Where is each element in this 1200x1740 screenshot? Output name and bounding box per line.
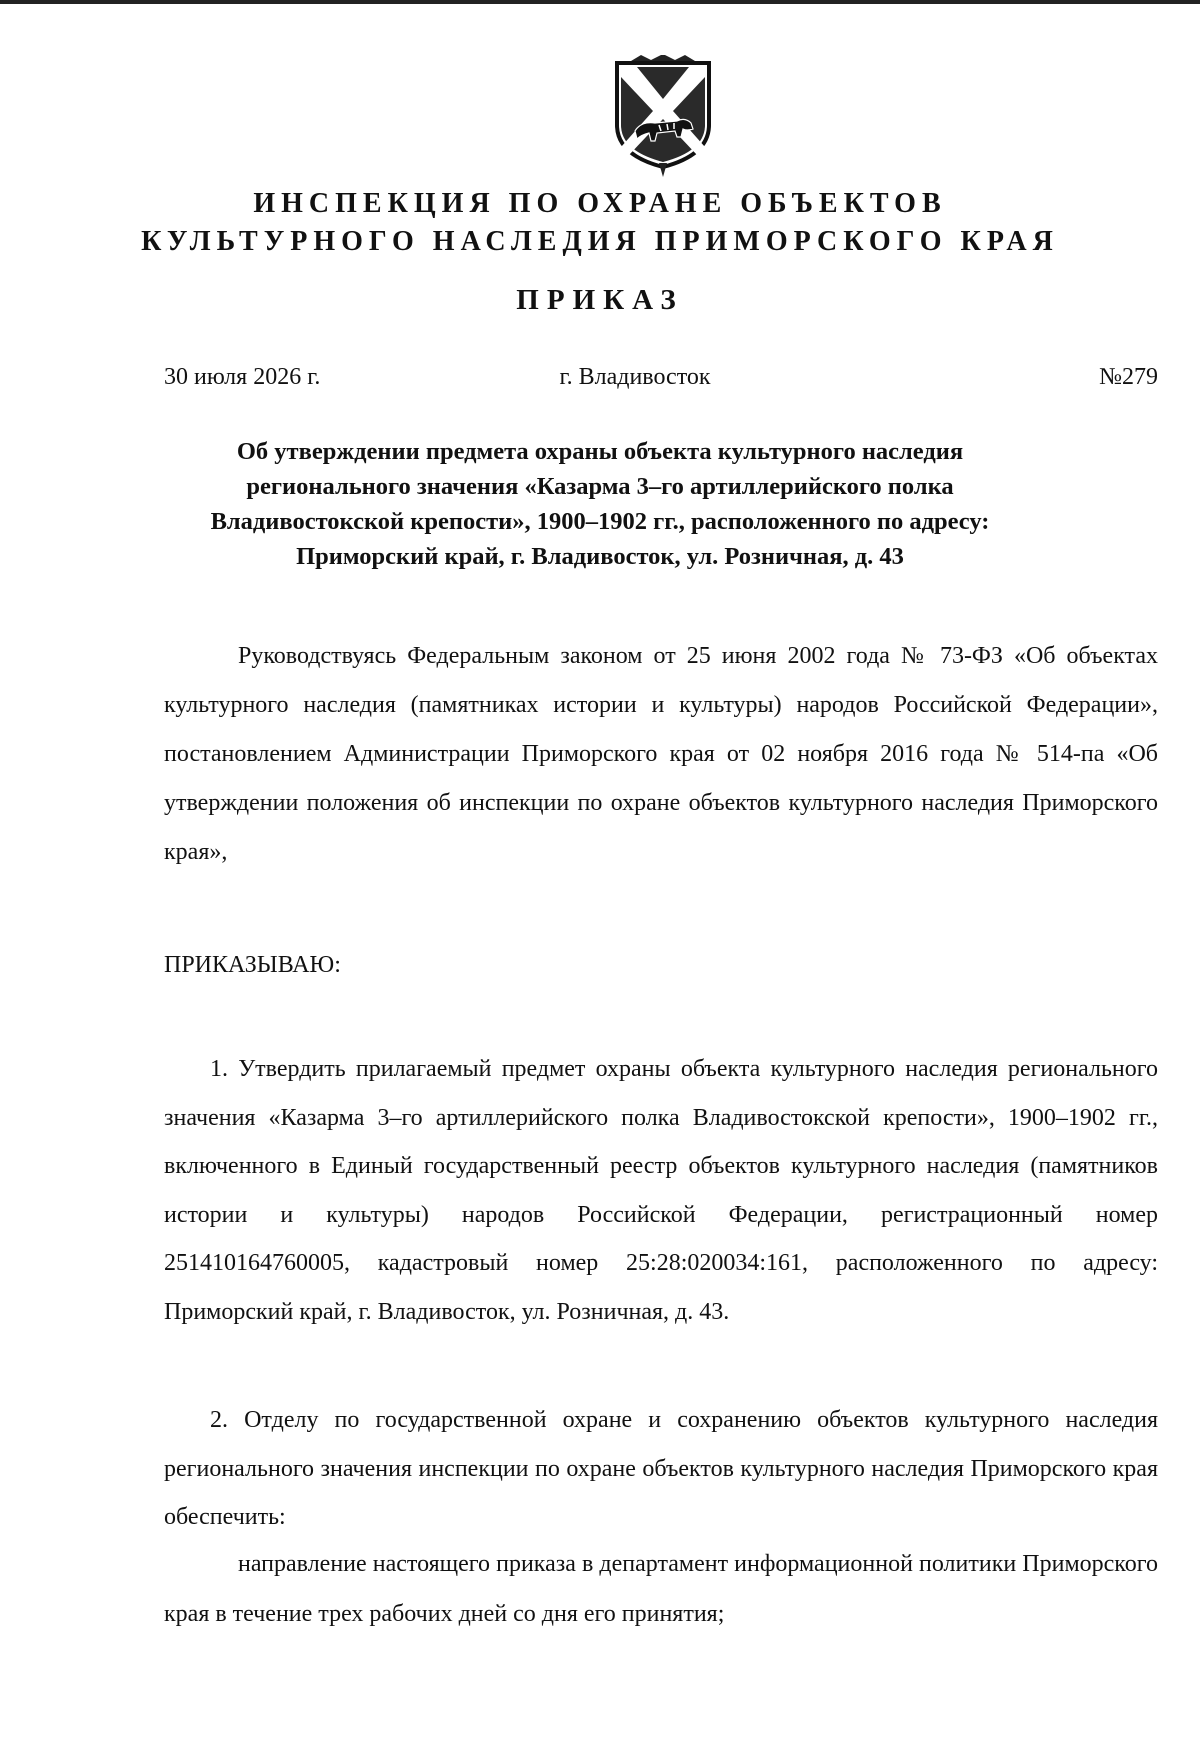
order-item-2: 2. Отделу по государственной охране и сохранению объектов культурного наследия регионального значения инспекции по охране объектов культурного наследия Приморского края обеспечить: [164, 1407, 1158, 1530]
top-border-line [0, 0, 1200, 4]
document-number: №279 [1099, 364, 1158, 390]
coat-of-arms-icon [611, 55, 715, 177]
document-type: ПРИКАЗ [516, 284, 684, 316]
document-city: г. Владивосток [559, 364, 711, 390]
document-date: 30 июля 2026 г. [164, 364, 321, 390]
order-word: ПРИКАЗЫВАЮ: [164, 952, 341, 978]
preamble-paragraph: Руководствуясь Федеральным законом от 25 июня 2002 года № 73-ФЗ «Об объектах культурного наследия (памятниках истории и культуры) народов Российской Федерации», постановлением Администрации Приморского края от 02 ноября 2016 года № 514-па «Об утверждении положения об инспекции по охране объектов культурного наследия Приморского края», [164, 643, 1158, 865]
order-item-1: 1. Утвердить прилагаемый предмет охраны объекта культурного наследия регионального значения «Казарма 3–го артиллерийского полка Владивостокской крепости», 1900–1902 гг., включенного в Единый государственный реестр объектов культурного наследия (памятников истории и культуры) народов Российской Федерации, регистрационный номер 251410164760005, кадастровый номер 25:28:020034:161, расположенного по адресу: Приморский край, г. Владивосток, ул. Розничная, д. 43. [164, 1056, 1158, 1325]
order-item-2-subpoint: направление настоящего приказа в департамент информационной политики Приморского края в течение трех рабочих дней со дня его принятия; [164, 1551, 1158, 1627]
organization-name-line-2: КУЛЬТУРНОГО НАСЛЕДИЯ ПРИМОРСКОГО КРАЯ [141, 226, 1059, 257]
organization-name-line-1: ИНСПЕКЦИЯ ПО ОХРАНЕ ОБЪЕКТОВ [253, 188, 947, 219]
document-title: Об утверждении предмета охраны объекта культурного наследия регионального значения «Казарма 3–го артиллерийского полка Владивостокской крепости», 1900–1902 гг., расположенного по адресу: Приморский край, г. Владивосток, ул. Розничная, д. 43 [210, 438, 990, 570]
